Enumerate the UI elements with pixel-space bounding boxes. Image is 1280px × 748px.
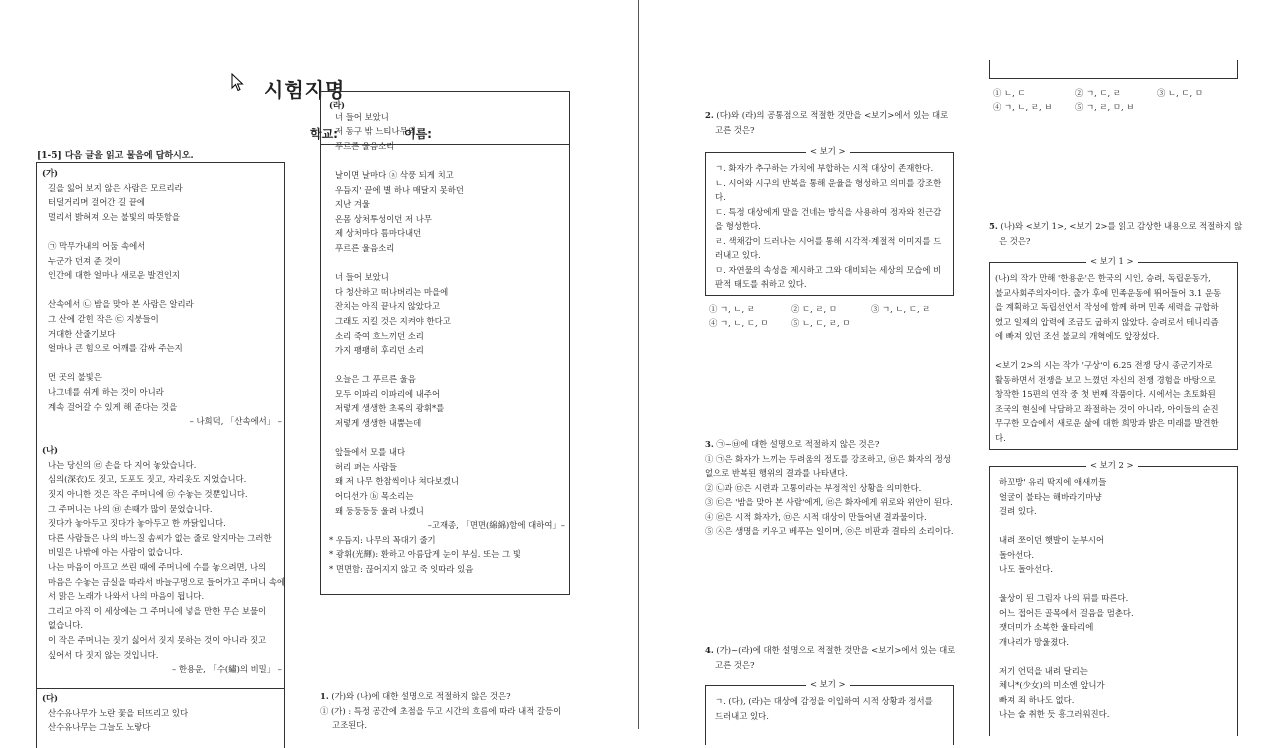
q1-number: 1. xyxy=(320,691,329,701)
bogi-line: 에 빠져 있던 조선 불교의 개혁에도 앞장섰다. xyxy=(995,331,1160,341)
prose-line: 나는 당신의 ㉣ 손을 다 지어 놓았습니다. xyxy=(48,459,197,470)
footnote-line: * 면면함: 끊어지지 않고 죽 잇따라 있음 xyxy=(329,564,474,574)
bogi-line: ㄱ. (다), (라)는 대상에 감정을 이입하여 시적 상황과 정서를 xyxy=(715,696,933,706)
q2-choice-2[interactable]: ② ㄷ, ㄹ, ㅁ xyxy=(791,304,837,314)
poem-line: 소리 죽여 흐느끼던 소리 xyxy=(335,330,424,341)
bogi-line: 어느 접어든 골목에서 걸음을 멈춘다. xyxy=(999,607,1134,618)
bogi-line: 활동하면서 전쟁을 보고 느꼈던 자신의 전쟁 경험을 바탕으로 xyxy=(995,374,1216,385)
passage-box-ra xyxy=(320,91,570,595)
poem-line xyxy=(335,153,565,168)
q1-stem: (가)와 (나)에 대한 설명으로 적절하지 않은 것은? xyxy=(331,691,511,701)
bogi-line: ㄹ. 색채감이 드러나는 시어를 통해 시각적·계절적 이미지를 드 xyxy=(715,235,942,246)
poem-line: 날이면 날마다 ⓐ 삭풍 되게 치고 xyxy=(335,169,454,180)
bogi-line xyxy=(999,519,1134,534)
bogi-line: 돌아선다. xyxy=(999,549,1035,560)
mouse-cursor-icon xyxy=(231,73,244,92)
bogi-line: 체니*(少女)의 미소엔 앞니가 xyxy=(999,680,1105,690)
passage-ra-text xyxy=(329,110,565,519)
prose-line: 서 맑은 노래가 나와서 나의 마음이 됩니다. xyxy=(48,591,205,602)
bogi-line: 드러내고 있다. xyxy=(715,710,769,721)
poem-line: 산수유나무가 노란 꽃을 터뜨리고 있다 xyxy=(48,707,189,718)
poem-line: 오늘은 그 푸르른 울음 xyxy=(335,374,416,385)
bogi-line: 판적 태도를 취하고 있다. xyxy=(715,279,807,289)
q4-stem-line2: 고른 것은? xyxy=(715,659,755,670)
bogi-line: 무구한 모습에서 새로운 삶에 대한 희망과 밝은 미래를 발견한 xyxy=(995,418,1219,428)
q2-bogi-title: < 보기 > xyxy=(806,145,850,157)
q3-choices xyxy=(705,452,954,539)
prev-choice-2[interactable]: ② ㄱ, ㄷ, ㄹ xyxy=(1075,88,1121,98)
poem-line: 다 청산하고 떠나버리는 마을에 xyxy=(335,286,449,297)
poem-line: 왜 저 나무 한참씩이나 쳐다보겠니 xyxy=(335,476,459,487)
q2-bogi-box xyxy=(705,146,954,296)
q2-choice-1[interactable]: ① ㄱ, ㄴ, ㄹ xyxy=(709,304,755,314)
bogi-line: 조국의 현실에 낙담하고 좌절하는 것이 아니라, 아이들의 순진 xyxy=(995,403,1219,414)
bogi-line: 걸려 있다. xyxy=(999,506,1037,516)
poem-line: 너 들어 보았니 xyxy=(335,272,389,283)
prev-choice-5[interactable]: ⑤ ㄱ, ㄹ, ㅁ, ㅂ xyxy=(1075,102,1135,112)
q2-number: 2. xyxy=(705,110,714,120)
poem-line: 모두 이파리 이파리에 내주어 xyxy=(335,388,441,399)
q5-bogi1-box xyxy=(989,256,1238,450)
prose-line: 그리고 아직 이 세상에는 그 주머니에 넣을 만한 무슨 보물이 xyxy=(48,605,267,616)
bogi-line: (나)의 작가 만해 '한용운'은 한국의 시인, 승려, 독립운동가, xyxy=(995,273,1211,283)
passage-ga-text xyxy=(42,181,282,415)
poem-line: 얼마나 큰 힘으로 어깨를 감싸 주는지 xyxy=(48,343,183,354)
footnote-line: * 광휘(光輝): 환하고 아름답게 눈이 부심. 또는 그 빛 xyxy=(329,549,521,560)
prose-line: 나는 마음이 아프고 쓰린 때에 주머니에 수를 놓으려면, 나의 xyxy=(48,562,267,573)
poem-line xyxy=(48,283,282,298)
q3-number: 3. xyxy=(705,439,714,449)
q5-stem-line2: 은 것은? xyxy=(999,235,1031,246)
q4-number: 4. xyxy=(705,645,714,655)
passage-box-da xyxy=(36,688,285,748)
q5-bogi2-text xyxy=(999,475,1134,722)
q2-stem-line1: (다)와 (라)의 공통점으로 적절한 것만을 <보기>에서 있는 대로 xyxy=(716,110,949,120)
poem-line: 저 동구 밖 느티나무의 xyxy=(335,126,416,137)
passage-ga-source: – 나희덕, 「산속에서」 – xyxy=(189,416,282,427)
prose-line: 심의(深衣)도 짓고, 도포도 짓고, 자리옷도 지었습니다. xyxy=(48,474,247,485)
bogi-line: 저기 언덕을 내려 달리는 xyxy=(999,665,1088,676)
prose-line: 없습니다. xyxy=(48,620,84,631)
poem-line: 푸르른 울음소리 xyxy=(335,242,395,253)
poem-line xyxy=(335,431,565,446)
prev-choice-1[interactable]: ① ㄴ, ㄷ xyxy=(993,88,1026,98)
q1-choice-1-cont: 고조된다. xyxy=(332,720,368,730)
bogi-line: 나도 돌아선다. xyxy=(999,564,1053,574)
poem-line: 그 산에 갇힌 작은 ㉢ 지붕들이 xyxy=(48,313,159,324)
page-divider xyxy=(638,0,639,729)
poem-line xyxy=(335,358,565,373)
q4-bogi-text xyxy=(715,694,933,723)
poem-line: 온몸 상처투성이던 저 나무 xyxy=(335,213,432,224)
passage-label-ga: (가) xyxy=(42,168,59,178)
bogi-line: ㄱ. 화자가 추구하는 가치에 부합하는 시적 대상이 존재한다. xyxy=(715,163,934,173)
q2-choices xyxy=(709,302,959,334)
q3-choice-line: ④ ㉣은 시적 화자가, ㉤은 시적 대상이 만들어낸 결과물이다. xyxy=(705,511,927,522)
prev-choice-4[interactable]: ④ ㄱ, ㄴ, ㄹ, ㅂ xyxy=(993,102,1053,112)
q2-stem-line2: 고른 것은? xyxy=(715,124,755,135)
bogi-line: 빠져 죄 하나도 없다. xyxy=(999,694,1075,705)
poem-line: 인간에 대한 얼마나 새로운 발견인지 xyxy=(48,270,181,281)
q3-stem: ㉠~㉥에 대한 설명으로 적절하지 않은 것은? xyxy=(716,439,880,449)
passage-ra-source: –고재종, 「면면(綿綿)함에 대하여」– xyxy=(427,520,565,531)
q4-bogi-box xyxy=(705,679,954,745)
q5-number: 5. xyxy=(989,221,998,231)
prose-line: 그 주머니는 나의 ㉥ 손때가 많이 묻었습니다. xyxy=(48,503,213,514)
poem-line: 앞들에서 모를 내다 xyxy=(335,447,406,458)
prev-bogi-box-bottom xyxy=(989,60,1238,79)
bogi-line xyxy=(999,649,1134,664)
bogi-line: 울상이 된 그림자 나의 뒤를 따른다. xyxy=(999,593,1129,603)
bogi-line xyxy=(999,577,1134,592)
q3-choice-line: ① ㉠은 화자가 느끼는 두려움의 정도를 강조하고, ㉥은 화자의 정성 xyxy=(705,453,951,464)
bogi-line: 불교사회주의자이다. 출가 후에 민족운동에 뛰어들어 3.1 운동 xyxy=(995,287,1222,298)
prose-line: 이 작은 주머니는 짓기 싫어서 짓지 못하는 것이 아니라 짓고 xyxy=(48,635,267,645)
poem-line: 거대한 산줄기보다 xyxy=(48,328,116,339)
q1-choice-1: ① (가) : 특정 공간에 초점을 두고 시간의 흐름에 따라 내적 갈등이 xyxy=(320,705,562,716)
bogi-line: 얼굴이 불타는 해바라기마냥 xyxy=(999,491,1102,502)
poem-line: 나그네를 쉬게 하는 것이 아니라 xyxy=(48,386,164,397)
q3-choice-line: ③ ㉢은 '밤을 맞아 본 사람'에게, ㉣은 화자에게 위로와 위안이 된다. xyxy=(705,497,953,507)
bogi-line: 나는 술 취한 듯 흥그러워진다. xyxy=(999,709,1110,719)
q2-choice-3[interactable]: ③ ㄱ, ㄴ, ㄷ, ㄹ xyxy=(871,304,931,314)
bogi-line: 창작한 15편의 연작 중 첫 번째 작품이다. 시에서는 초토화된 xyxy=(995,389,1216,399)
poem-line: 왜 둥둥둥둥 울려 나겠니 xyxy=(335,505,424,516)
prose-line: 짓다가 놓아두고 짓다가 놓아두고 한 까닭입니다. xyxy=(48,518,226,529)
bogi-line: 러내고 있다. xyxy=(715,250,761,260)
prose-line: 짓지 아니한 것은 작은 주머니에 ㉤ 수놓는 것뿐입니다. xyxy=(48,489,248,500)
name-label: 이름: xyxy=(404,127,432,141)
poem-line: 푸르른 울음소리 xyxy=(335,140,395,151)
passage-box-ga-na xyxy=(36,162,285,690)
q3-choice-line: 없으로 반복된 행위의 결과를 나타낸다. xyxy=(705,468,848,478)
bogi-line: 다. xyxy=(995,432,1006,443)
q2-choice-5[interactable]: ⑤ ㄴ, ㄷ, ㄹ, ㅁ xyxy=(791,318,851,328)
q4-bogi-title: < 보기 > xyxy=(806,678,850,690)
school-label: 학교: xyxy=(310,127,338,141)
poem-line: 누군가 던져 준 것이 xyxy=(48,255,121,266)
poem-line: 가지 팽팽히 후리던 소리 xyxy=(335,345,424,356)
passage-label-ra: (라) xyxy=(329,100,346,110)
poem-line: 터덜거리며 걸어간 길 끝에 xyxy=(48,197,145,208)
poem-line: 저렇게 생생한 초록의 광휘*를 xyxy=(335,403,445,414)
bogi-line: 하꼬방' 유리 딱지에 애새끼들 xyxy=(999,477,1107,487)
poem-line: 지난 겨울 xyxy=(335,199,371,210)
poem-line: ㉠ 막무가내의 어둠 속에서 xyxy=(48,240,146,251)
q5-stem-line1: (나)와 <보기 1>, <보기 2>를 읽고 감상한 내용으로 적절하지 않 xyxy=(1000,221,1243,231)
poem-line: 산속에서 ㉡ 밤을 맞아 본 사람은 알리라 xyxy=(48,299,194,310)
poem-line xyxy=(48,356,282,371)
passage-label-na: (나) xyxy=(42,445,59,456)
poem-line: 잔치는 아직 끝나지 않았다고 xyxy=(335,301,441,312)
bogi-line: ㅁ. 자연물의 속성을 제시하고 그와 대비되는 세상의 모습에 비 xyxy=(715,264,942,275)
poem-line: 허리 펴는 사람들 xyxy=(335,461,397,472)
passage-na-text xyxy=(42,458,286,662)
q2-choice-4[interactable]: ④ ㄱ, ㄴ, ㄷ, ㅁ xyxy=(709,318,769,328)
bogi-line: 다. xyxy=(715,192,726,202)
poem-line xyxy=(48,224,282,239)
passage-label-da: (다) xyxy=(42,693,59,703)
bogi-line xyxy=(995,344,1221,359)
bogi-line: 였고 일제의 압력에 조금도 굽하지 않았다. 승려로서 테니리즘 xyxy=(995,316,1219,327)
poem-line: 너 들어 보았니 xyxy=(335,111,389,122)
poem-line xyxy=(335,256,565,271)
poem-line: 산수유나무는 그늘도 노랗다 xyxy=(48,722,151,733)
prev-choices xyxy=(993,86,1243,116)
footnote-line: * 우듬지: 나무의 꼭대기 줄기 xyxy=(329,534,436,545)
q4-stem-line1: (가)~(라)에 대한 설명으로 적절한 것만을 <보기>에서 있는 대로 xyxy=(716,645,956,655)
prose-line: 싶어서 다 짓지 않는 것입니다. xyxy=(48,649,159,660)
passage-na-source: – 한용운, 「수(繡)의 비밀」 – xyxy=(172,664,282,675)
bogi-line: ㄷ. 특정 대상에게 말을 건네는 방식을 사용하여 정자와 친근감 xyxy=(715,206,942,217)
q5-bogi1-title: < 보기 1 > xyxy=(1086,255,1138,267)
prose-line: 비밀은 나밖에 아는 사람이 없습니다. xyxy=(48,547,183,558)
poem-line: 제 상처마다 틈마다내던 xyxy=(335,228,422,239)
bogi-line: ㄴ. 시어와 시구의 반복을 통해 운율을 형성하고 의미를 강조한 xyxy=(715,177,942,188)
poem-line: 길을 잃어 보지 않은 사람은 모르리라 xyxy=(48,182,183,193)
instruction: [1-5] 다음 글을 읽고 물음에 답하시오. xyxy=(37,151,194,161)
poem-line: 계속 걸어갈 수 있게 해 준다는 것을 xyxy=(48,401,178,412)
bogi-line: 을 형성한다. xyxy=(715,221,761,231)
q5-bogi2-box xyxy=(989,460,1238,736)
exam-title: 시험지명 xyxy=(264,78,346,102)
poem-line: 먼 곳의 불빛은 xyxy=(48,372,102,383)
bogi-line: 내려 쪼이던 햇발이 눈부시어 xyxy=(999,535,1105,545)
poem-line: 우듬지' 끝에 별 하나 매달지 못하던 xyxy=(335,184,464,195)
q2-bogi-text xyxy=(715,161,941,292)
bogi-line: <보기 2>의 시는 작가 '구상'이 6.25 전쟁 당시 종군기자로 xyxy=(995,360,1213,370)
poem-line: 멀리서 밝혀져 오는 불빛의 따뜻함을 xyxy=(48,211,181,222)
q5-bogi2-title: < 보기 2 > xyxy=(1086,459,1138,471)
prose-line: 다른 사람들은 나의 바느질 솜씨가 없는 줄로 알지마는 그러한 xyxy=(48,532,272,543)
poem-line: 저렇게 생생한 내뿜는데 xyxy=(335,418,422,429)
prev-choice-3[interactable]: ③ ㄴ, ㄷ, ㅁ xyxy=(1157,88,1203,98)
q5-bogi1-text xyxy=(995,271,1221,445)
poem-line: 어디선가 ⓑ 목소리는 xyxy=(335,491,414,502)
bogi-line: 잿더미가 소복한 울타리에 xyxy=(999,622,1094,632)
prose-line: 마음은 수놓는 금실을 따라서 바늘구멍으로 들어가고 주머니 속에 xyxy=(48,576,286,587)
passage-da-text xyxy=(42,706,188,735)
passage-ra-notes xyxy=(329,533,565,577)
q3-choice-line: ② ㉡과 ㉤은 시련과 고통이라는 부정적인 상황을 의미한다. xyxy=(705,482,922,493)
bogi-line: 을 계획하고 독립선언서 작성에 함께 하며 민족 세력을 규합하 xyxy=(995,302,1219,312)
bogi-line: 개나리가 망울졌다. xyxy=(999,636,1070,647)
q3-choice-line: ⑤ ㉦은 생명을 키우고 베푸는 일이며, ㉧은 비판과 결타의 소리이다. xyxy=(705,526,954,536)
poem-line: 그래도 지킬 것은 지켜야 한다고 xyxy=(335,315,451,326)
